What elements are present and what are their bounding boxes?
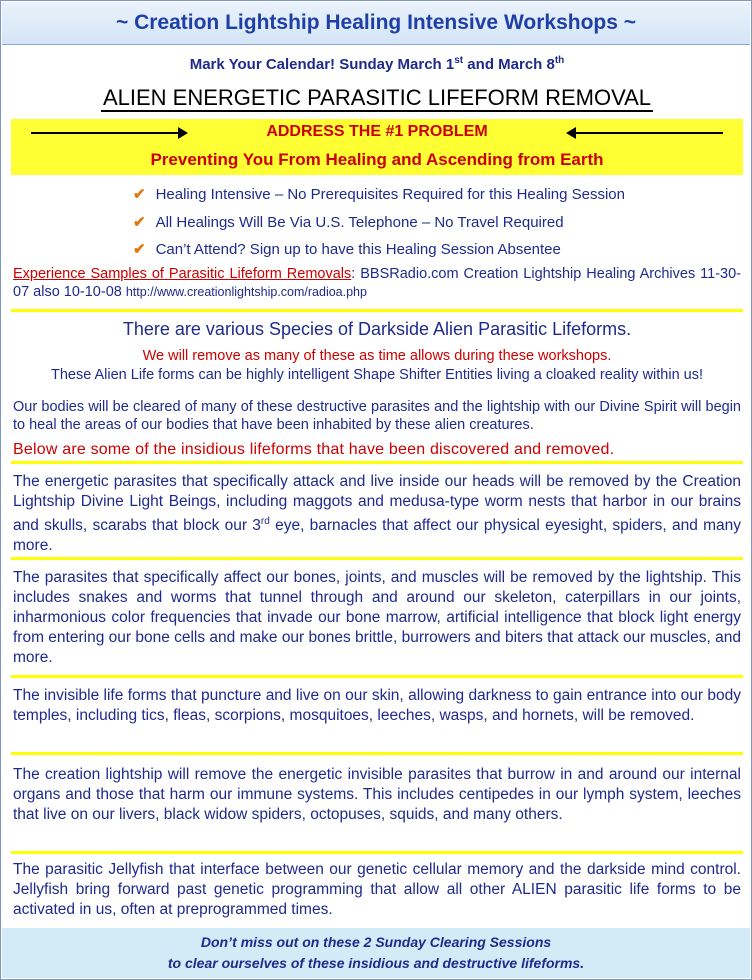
lifeforms-intro: Below are some of the insidious lifeforms that have been discovered and removed. — [13, 441, 615, 458]
heads-text-a: The energetic parasites that specifically attack and live inside our heads will be removed by the Creation Lightship Divine Light Beings, including maggots and medusa-type worm nests that harbor in our brains and skulls, scarabs that block our 3 — [13, 473, 741, 535]
divider — [11, 557, 743, 560]
divider — [11, 851, 743, 854]
calendar-sup-2: th — [554, 55, 565, 66]
bullet-item — [133, 185, 625, 203]
checkmark-icon: ✔ — [133, 186, 146, 203]
jellyfish-paragraph: The parasitic Jellyfish that interface between our genetic cellular memory and the darkside mind control. Jellyfish bring forward past genetic programming that allow all other ALIEN parasitic life forms to be activated in us, often at preprogrammed times. — [13, 861, 741, 918]
divider — [11, 675, 743, 678]
banner-line-1: ADDRESS THE #1 PROBLEM — [266, 123, 488, 140]
bullet-item — [133, 240, 561, 258]
page-title: ~ Creation Lightship Healing Intensive Workshops ~ — [2, 2, 750, 45]
banner-line-2: Preventing You From Healing and Ascending from Earth — [150, 150, 604, 169]
divider — [11, 752, 743, 755]
skin-paragraph: The invisible life forms that puncture and live on our skin, allowing darkness to gain entrance into our body temples, including tics, fleas, scorpions, mosquitoes, leeches, wasps, and hornets, will be removed. — [13, 687, 741, 724]
remove-note: We will remove as many of these as time allows during these workshops. — [142, 348, 612, 364]
shape-shifter-note: These Alien Life forms can be highly intelligent Shape Shifter Entities living a cloaked reality within us! — [50, 367, 704, 383]
heads-sup: rd — [260, 516, 270, 527]
bullet-item — [133, 213, 564, 231]
divider — [11, 461, 743, 464]
checkmark-icon: ✔ — [133, 241, 146, 258]
heads-text-b: eye, barnacles that affect our physical eyesight, spiders, and many more. — [13, 517, 741, 555]
footer-line-1: Don’t miss out on these 2 Sunday Clearing Sessions — [200, 934, 552, 950]
checkmark-icon: ✔ — [133, 214, 146, 231]
organs-paragraph: The creation lightship will remove the energetic invisible parasites that burrow in and around our internal organs and those that harm our immune systems. This includes centipedes in our lymph system, leeches that live on our livers, black widow spiders, octopuses, squids, and many others. — [13, 766, 741, 823]
divider — [11, 309, 743, 312]
bones-paragraph: The parasites that specifically affect our bones, joints, and muscles will be removed by the lightship. This includes snakes and worms that tunnel through and around our skeleton, caterpillars in our joints, inharmonious color frequencies that invade our bone marrow, artificial intelligence that block light energy from entering our bone cells and make our bones brittle, burrowers and biters that attack our muscles, and more. — [13, 569, 742, 666]
calendar-dates — [1, 55, 752, 73]
calendar-middle: and March 8 — [463, 56, 555, 73]
bodies-paragraph: Our bodies will be cleared of many of these destructive parasites and the lightship with our Divine Spirit will begin to heal the areas of our bodies that have been inhabited by these alien creatures. — [13, 399, 741, 433]
heads-paragraph — [13, 472, 741, 556]
samples-link[interactable]: Experience Samples of Parasitic Lifeform Removals — [13, 266, 352, 282]
calendar-prefix: Mark Your Calendar! Sunday March 1 — [189, 56, 455, 73]
footer-callout — [2, 928, 750, 978]
main-heading-text: ALIEN ENERGETIC PARASITIC LIFEFORM REMOVAL — [102, 85, 652, 110]
main-heading — [1, 85, 752, 111]
samples-text: : BBSRadio.com Creation Lightship Healing Archives 11-30-07 also 10-10-08 — [13, 266, 741, 300]
bullet-text: Healing Intensive – No Prerequisites Required for this Healing Session — [155, 186, 625, 203]
bullet-text: All Healings Will Be Via U.S. Telephone – No Travel Required — [155, 214, 564, 231]
species-heading: There are various Species of Darkside Alien Parasitic Lifeforms. — [122, 319, 632, 339]
samples-url[interactable]: http://www.creationlightship.com/radioa.php — [125, 285, 367, 299]
footer-line-2: to clear ourselves of these insidious and destructive lifeforms. — [167, 955, 585, 971]
calendar-sup-1: st — [454, 55, 464, 66]
bullet-text: Can’t Attend? Sign up to have this Healing Session Absentee — [155, 241, 561, 258]
problem-banner — [11, 119, 743, 175]
samples-paragraph — [13, 265, 741, 301]
